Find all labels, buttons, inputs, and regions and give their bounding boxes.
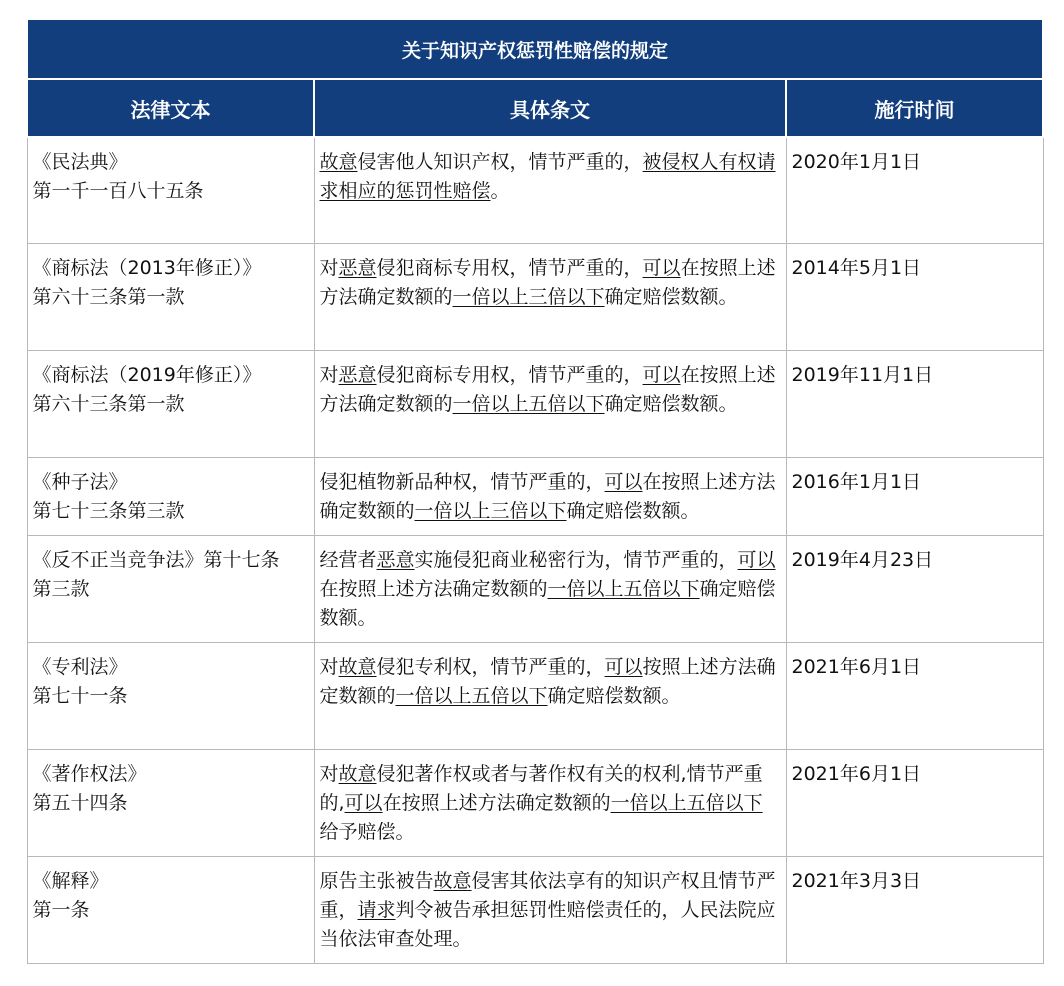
law-text-cell (27, 535, 314, 642)
underlined-term: 恶意 (338, 256, 377, 279)
effective-date-cell: 2014年5月1日 (786, 243, 1043, 350)
law-name: 《著作权法》 (32, 762, 147, 785)
law-name: 《商标法（2013年修正）》 (32, 256, 262, 279)
provision-text: 侵犯著作权或者与著作权有关的权利,情节严重的, (319, 762, 763, 814)
provision-text: 侵犯商标专用权，情节严重的， (376, 256, 643, 279)
provision-text: 判令被告承担惩罚性赔偿责任的，人民法院应当依法审查处理。 (319, 898, 776, 950)
table-row (27, 457, 1043, 535)
underlined-term: 恶意 (338, 363, 377, 386)
provision-text: 对 (319, 363, 339, 386)
underlined-term: 可以 (737, 548, 776, 571)
provision-text: 在按照上述方法确定数额的 (319, 256, 776, 308)
law-article: 第七十一条 (32, 684, 128, 707)
law-text-cell (27, 642, 314, 749)
provision-text: 侵害他人知识产权，情节严重的， (357, 151, 643, 173)
table-row (27, 749, 1043, 856)
provision-text: 侵犯商标专用权，情节严重的， (376, 363, 643, 386)
provision-content-cell (314, 457, 786, 535)
law-name: 《种子法》 (32, 470, 128, 493)
provision-text: 对 (319, 762, 339, 785)
effective-date-cell: 2021年3月3日 (786, 856, 1043, 963)
table-title: 关于知识产权惩罚性赔偿的规定 (27, 19, 1043, 79)
underlined-term: 可以 (642, 363, 681, 386)
provision-text: 确定赔偿数额。 (604, 285, 738, 308)
provision-content-cell (314, 642, 786, 749)
provision-text: 在按照上述方法确定数额的 (319, 470, 776, 522)
effective-date-cell: 2021年6月1日 (786, 642, 1043, 749)
table-row (27, 243, 1043, 350)
law-article: 第一条 (32, 898, 90, 921)
law-name: 《解释》 (32, 869, 109, 892)
provision-text: 确定赔偿数额。 (566, 499, 700, 522)
table-row (27, 137, 1043, 243)
law-article: 第一千一百八十五条 (32, 180, 204, 202)
underlined-term: 故意 (338, 762, 377, 785)
effective-date-cell: 2019年4月23日 (786, 535, 1043, 642)
provision-text: 原告主张被告 (319, 869, 434, 892)
provision-content-cell (314, 749, 786, 856)
law-name: 《民法典》 (32, 151, 128, 173)
law-article: 第七十三条第三款 (32, 499, 185, 522)
provision-content-cell (314, 535, 786, 642)
underlined-term: 可以 (344, 791, 383, 814)
provision-text: 在按照上述方法确定数额的 (382, 791, 611, 814)
underlined-term: 被侵权人有权请求相应的惩罚性赔偿 (319, 151, 776, 202)
provision-text: 在按照上述方法确定数额的 (319, 363, 776, 415)
underlined-term: 一倍以上五倍以下 (547, 577, 700, 600)
provision-text: 确定赔偿数额。 (604, 392, 738, 415)
provision-text: 实施侵犯商业秘密行为，情节严重的， (414, 548, 738, 571)
column-header-content: 具体条文 (314, 79, 786, 137)
column-header-date: 施行时间 (786, 79, 1043, 137)
provision-text: 确定赔偿数额。 (319, 577, 776, 629)
law-article: 第六十三条第一款 (32, 285, 185, 308)
effective-date-cell: 2020年1月1日 (786, 137, 1043, 243)
provision-content-cell (314, 856, 786, 963)
provision-text: 侵犯专利权，情节严重的， (376, 655, 605, 678)
column-header-law: 法律文本 (27, 79, 314, 137)
effective-date-cell: 2019年11月1日 (786, 350, 1043, 457)
law-article: 第三款 (32, 577, 90, 600)
effective-date-cell: 2016年1月1日 (786, 457, 1043, 535)
law-text-cell (27, 350, 314, 457)
law-text-cell (27, 457, 314, 535)
law-article: 第五十四条 (32, 791, 128, 814)
underlined-term: 请求 (357, 898, 396, 921)
underlined-term: 故意 (319, 151, 358, 173)
law-text-cell (27, 749, 314, 856)
provision-text: 在按照上述方法确定数额的 (319, 577, 548, 600)
law-name: 《反不正当竞争法》第十七条 (32, 548, 280, 571)
law-article: 第六十三条第一款 (32, 392, 185, 415)
law-text-cell (27, 856, 314, 963)
underlined-term: 一倍以上三倍以下 (452, 285, 605, 308)
table-row (27, 350, 1043, 457)
law-text-cell (27, 137, 314, 243)
underlined-term: 故意 (433, 869, 472, 892)
table-row (27, 856, 1043, 963)
provision-text: 侵犯植物新品种权，情节严重的， (319, 470, 605, 493)
provision-text: 经营者 (319, 548, 377, 571)
provision-text: 给予赔偿。 (319, 820, 415, 843)
law-name: 《商标法（2019年修正）》 (32, 363, 262, 386)
underlined-term: 可以 (642, 256, 681, 279)
underlined-term: 一倍以上五倍以下 (610, 791, 763, 814)
provision-text: 确定赔偿数额。 (547, 684, 681, 707)
underlined-term: 一倍以上三倍以下 (414, 499, 567, 522)
underlined-term: 一倍以上五倍以下 (452, 392, 605, 415)
provision-content-cell (314, 137, 786, 243)
underlined-term: 恶意 (376, 548, 415, 571)
provision-text: 侵害其依法享有的知识产权且情节严重， (319, 869, 776, 921)
law-name: 《专利法》 (32, 655, 128, 678)
underlined-term: 可以 (604, 470, 643, 493)
table-row (27, 535, 1043, 642)
effective-date-cell: 2021年6月1日 (786, 749, 1043, 856)
provision-text: 按照上述方法确定数额的 (319, 655, 776, 707)
provision-content-cell (314, 350, 786, 457)
underlined-term: 故意 (338, 655, 377, 678)
provisions-table (26, 18, 1044, 964)
underlined-term: 可以 (604, 655, 643, 678)
underlined-term: 一倍以上五倍以下 (395, 684, 548, 707)
provision-text: 对 (319, 256, 339, 279)
law-text-cell (27, 243, 314, 350)
provision-text: 。 (490, 180, 510, 202)
provision-content-cell (314, 243, 786, 350)
table-row (27, 642, 1043, 749)
provision-text: 对 (319, 655, 339, 678)
